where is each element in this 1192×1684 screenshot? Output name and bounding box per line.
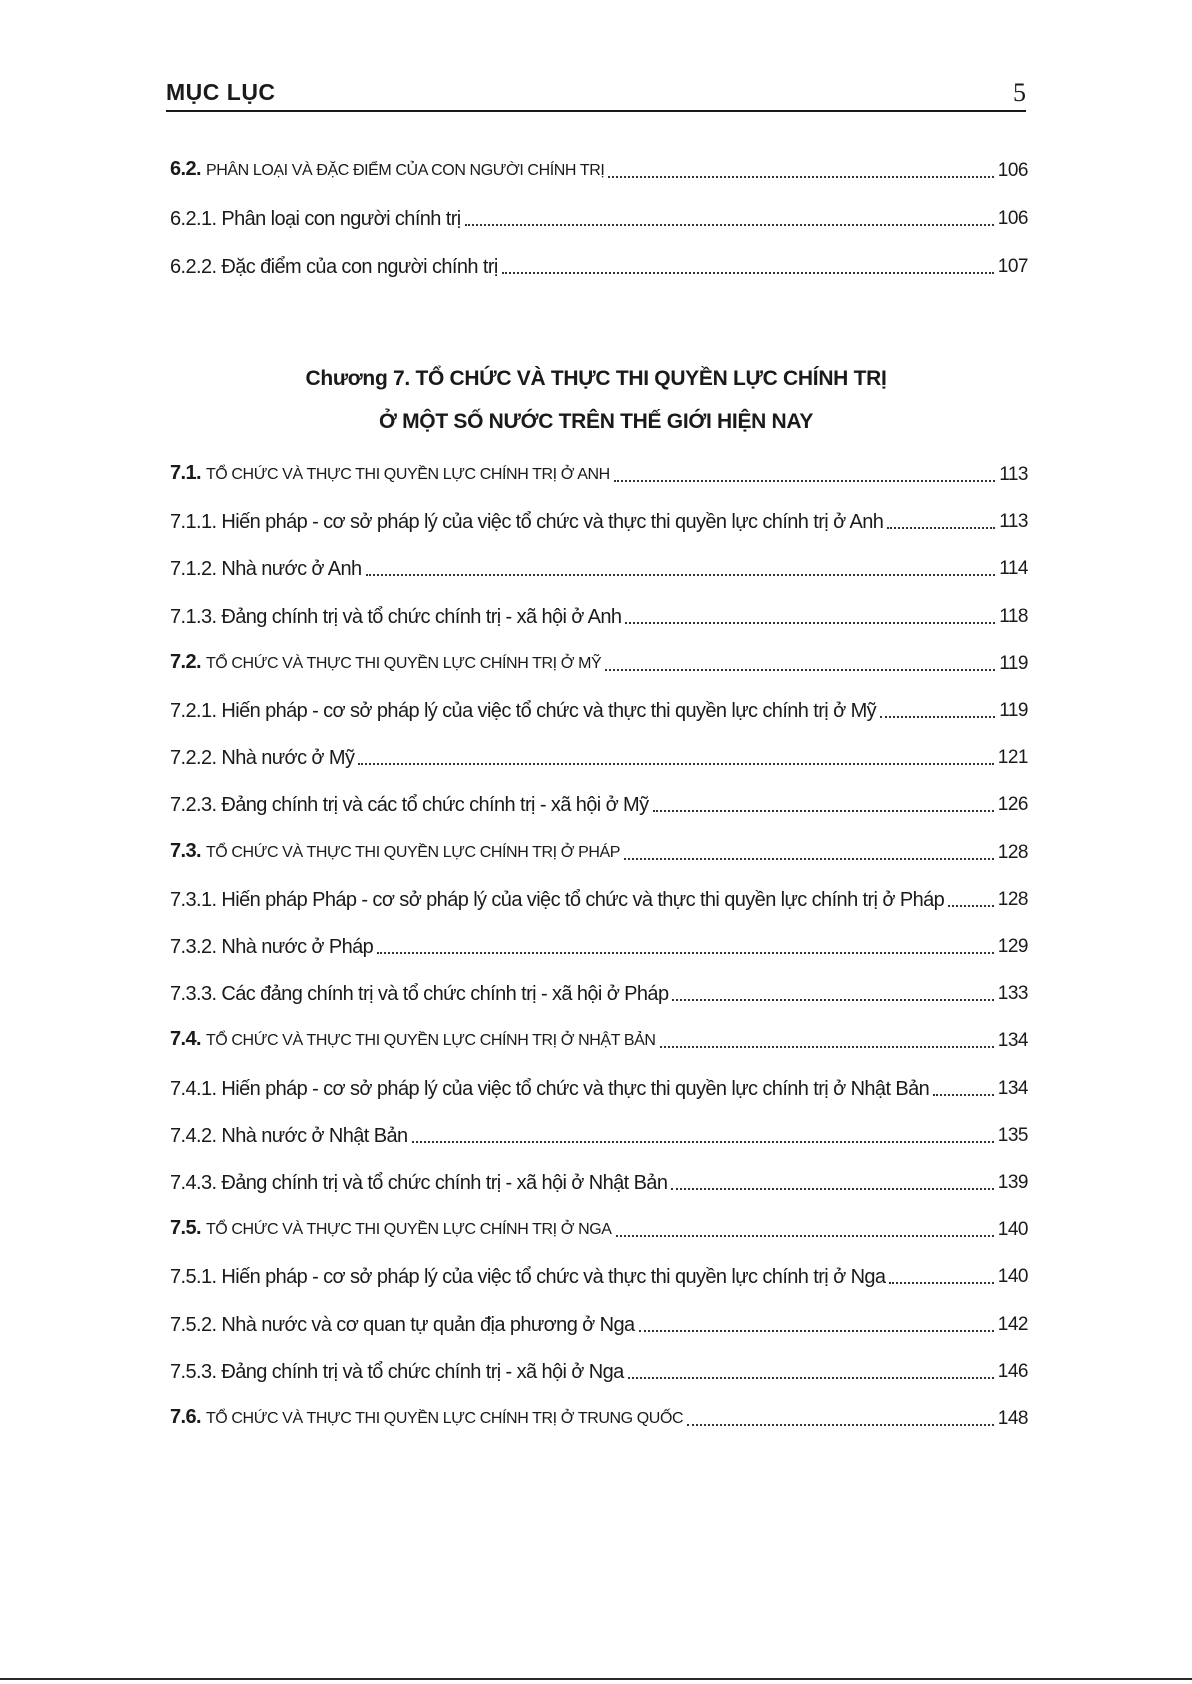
dot-leader <box>671 1188 993 1190</box>
toc-page-number: 146 <box>997 1360 1028 1382</box>
toc-page-number: 128 <box>997 841 1028 863</box>
toc-entry-title: TỔ CHỨC VÀ THỰC THI QUYỀN LỰC CHÍNH TRỊ Ở NGA <box>205 1221 612 1239</box>
toc-page-number: 119 <box>999 700 1028 721</box>
toc-entry-title: 7.4.2. Nhà nước ở Nhật Bản <box>170 1124 408 1147</box>
toc-entry-title: TỔ CHỨC VÀ THỰC THI QUYỀN LỰC CHÍNH TRỊ Ở TRUNG QUỐC <box>205 1410 684 1427</box>
dot-leader <box>887 527 995 529</box>
dot-leader <box>625 622 995 624</box>
toc-entry-label <box>170 1312 635 1338</box>
toc-entry-title: 7.4.1. Hiến pháp - cơ sở pháp lý của việc tổ chức và thực thi quyền lực chính trị ở Nhật Bản <box>170 1077 930 1100</box>
toc-entry-title: 7.2.3. Đảng chính trị và các tổ chức chính trị - xã hội ở Mỹ <box>170 794 649 817</box>
toc-entry-label <box>170 206 461 232</box>
toc-section-number: 7.5. <box>170 1217 201 1240</box>
toc-entry-title: 7.2.1. Hiến pháp - cơ sở pháp lý của việc tổ chức và thực thi quyền lực chính trị ở Mỹ <box>170 700 877 722</box>
dot-leader <box>639 1330 994 1332</box>
toc-page-number: 135 <box>997 1124 1028 1146</box>
toc-page-number: 139 <box>997 1172 1028 1193</box>
dot-leader <box>614 480 995 482</box>
toc-page-number: 107 <box>997 256 1028 277</box>
dot-leader <box>624 858 994 860</box>
dot-leader <box>660 1046 994 1048</box>
toc-page-number: 134 <box>997 1077 1028 1099</box>
toc-page-number: 113 <box>999 511 1028 533</box>
toc-entry-title: 6.2.2. Đặc điểm của con người chính trị <box>170 256 498 278</box>
toc-subsection-entry[interactable] <box>170 694 1028 724</box>
toc-section-entry[interactable] <box>170 1402 1028 1432</box>
toc-entry-label <box>170 1215 612 1243</box>
toc-entry-label <box>170 1026 656 1054</box>
toc-entry-label <box>170 1123 408 1149</box>
toc-page-number: 148 <box>997 1408 1028 1429</box>
dot-leader <box>377 952 994 954</box>
toc-section-number: 7.2. <box>170 650 201 673</box>
toc-subsection-entry[interactable] <box>170 1260 1028 1290</box>
toc-entry-label <box>170 698 876 724</box>
toc-subsection-entry[interactable] <box>170 552 1028 582</box>
toc-entry-title: 7.3.3. Các đảng chính trị và tổ chức chính trị - xã hội ở Pháp <box>170 983 669 1006</box>
toc-entry-title: 7.5.2. Nhà nước và cơ quan tự quản địa phương ở Nga <box>170 1313 635 1336</box>
toc-page-number: 106 <box>997 160 1028 181</box>
toc-entry-title: 7.2.2. Nhà nước ở Mỹ <box>170 747 355 770</box>
toc-entry-title: 7.1.1. Hiến pháp - cơ sở pháp lý của việc tổ chức và thực thi quyền lực chính trị ở Anh <box>170 511 884 534</box>
toc-subsection-entry[interactable] <box>170 505 1028 535</box>
dot-leader <box>889 1282 993 1284</box>
toc-page-number: 113 <box>999 464 1028 485</box>
toc-section-number: 7.1. <box>170 462 201 484</box>
toc-subsection-entry[interactable] <box>170 788 1028 818</box>
toc-subsection-entry[interactable] <box>170 977 1028 1007</box>
toc-entry-title: 7.3.2. Nhà nước ở Pháp <box>170 936 374 958</box>
dot-leader <box>628 1377 994 1379</box>
toc-entry-title: 7.5.1. Hiến pháp - cơ sở pháp lý của việc tổ chức và thực thi quyền lực chính trị ở Nga <box>170 1266 886 1289</box>
toc-page-number: 119 <box>999 652 1028 674</box>
toc-entry-title: TỔ CHỨC VÀ THỰC THI QUYỀN LỰC CHÍNH TRỊ Ở ANH <box>205 466 610 483</box>
toc-section-entry[interactable] <box>170 458 1028 488</box>
toc-entry-title: TỔ CHỨC VÀ THỰC THI QUYỀN LỰC CHÍNH TRỊ Ở MỸ <box>205 654 602 672</box>
toc-entry-label <box>170 254 498 280</box>
toc-subsection-entry[interactable] <box>170 741 1028 771</box>
toc-section-entry[interactable] <box>170 647 1028 677</box>
toc-section-entry[interactable] <box>170 154 1028 184</box>
dot-leader <box>933 1094 994 1096</box>
toc-entry-title: 7.5.3. Đảng chính trị và tổ chức chính trị - xã hội ở Nga <box>170 1360 624 1383</box>
header-title: MỤC LỤC <box>166 79 276 105</box>
dot-leader <box>502 272 994 274</box>
dot-leader <box>608 176 993 178</box>
toc-entry-title: TỔ CHỨC VÀ THỰC THI QUYỀN LỰC CHÍNH TRỊ Ở PHÁP <box>205 843 621 861</box>
toc-page-number: 129 <box>997 936 1028 957</box>
dot-leader <box>605 669 995 671</box>
toc-subsection-entry[interactable] <box>170 1119 1028 1149</box>
dot-leader <box>366 574 996 576</box>
toc-page-number: 121 <box>997 747 1028 769</box>
toc-entry-label <box>170 604 621 630</box>
toc-section-entry[interactable] <box>170 836 1028 866</box>
header-page-number: 5 <box>1013 78 1026 107</box>
toc-page-number: 133 <box>997 983 1028 1005</box>
toc-entry-title: 6.2.1. Phân loại con người chính trị <box>170 208 461 230</box>
toc-entry-title: PHÂN LOẠI VÀ ĐẶC ĐIỂM CỦA CON NGƯỜI CHÍNH TRỊ <box>205 162 605 179</box>
toc-entry-label <box>170 1264 885 1290</box>
toc-entry-label <box>170 745 354 771</box>
toc-entry-title: 7.1.2. Nhà nước ở Anh <box>170 558 362 581</box>
toc-page-number: 142 <box>997 1313 1028 1335</box>
toc-subsection-entry[interactable] <box>170 600 1028 630</box>
toc-section-number: 6.2. <box>170 158 201 180</box>
toc-entry-title: 7.1.3. Đảng chính trị và tổ chức chính trị - xã hội ở Anh <box>170 605 622 628</box>
dot-leader <box>687 1424 994 1426</box>
toc-subsection-entry[interactable] <box>170 883 1028 913</box>
toc-section-number: 7.6. <box>170 1406 201 1428</box>
dot-leader <box>948 905 994 907</box>
toc-page-number: 128 <box>997 888 1028 910</box>
toc-entry-label <box>170 934 373 960</box>
toc-page-number: 134 <box>997 1030 1028 1052</box>
toc-subsection-entry[interactable] <box>170 250 1028 280</box>
toc-entry-label <box>170 792 649 818</box>
toc-subsection-entry[interactable] <box>170 1308 1028 1338</box>
chapter-title-line-1: Chương 7. TỔ CHỨC VÀ THỰC THI QUYỀN LỰC CHÍNH TRỊ <box>305 367 887 390</box>
toc-entry-label <box>170 460 610 488</box>
toc-entry-label <box>170 556 362 582</box>
chapter-title-line-2: Ở MỘT SỐ NƯỚC TRÊN THẾ GIỚI HIỆN NAY <box>378 410 814 433</box>
toc-entry-label <box>170 887 944 913</box>
toc-entry-label <box>170 1076 929 1102</box>
dot-leader <box>672 999 993 1001</box>
toc-page-number: 118 <box>999 605 1028 627</box>
toc-entry-label <box>170 981 668 1007</box>
toc-page-number: 106 <box>997 208 1028 229</box>
toc-entry-title: 7.3.1. Hiến pháp Pháp - cơ sở pháp lý của việc tổ chức và thực thi quyền lực chính trị ở Pháp <box>170 888 945 911</box>
toc-entry-label <box>170 1359 624 1385</box>
toc-section-entry[interactable] <box>170 1213 1028 1243</box>
toc-subsection-entry[interactable] <box>170 202 1028 232</box>
toc-subsection-entry[interactable] <box>170 1072 1028 1102</box>
scan-edge-line <box>0 1678 1192 1680</box>
dot-leader <box>653 810 994 812</box>
dot-leader <box>358 763 993 765</box>
toc-subsection-entry[interactable] <box>170 1166 1028 1196</box>
toc-entry-label <box>170 156 604 184</box>
toc-entry-label <box>170 649 601 677</box>
toc-page-number: 140 <box>997 1219 1028 1241</box>
toc-subsection-entry[interactable] <box>170 930 1028 960</box>
toc-entry-label <box>170 1170 667 1196</box>
toc-entry-title: TỔ CHỨC VÀ THỰC THI QUYỀN LỰC CHÍNH TRỊ Ở NHẬT BẢN <box>205 1032 656 1050</box>
toc-section-entry[interactable] <box>170 1024 1028 1054</box>
toc-page-number: 114 <box>999 558 1028 580</box>
toc-entry-label <box>170 509 883 535</box>
toc-entry-label <box>170 1404 683 1432</box>
toc-entry-label <box>170 838 620 866</box>
dot-leader <box>616 1235 994 1237</box>
toc-page-number: 126 <box>997 794 1028 816</box>
dot-leader <box>880 716 995 718</box>
toc-section-number: 7.3. <box>170 839 201 862</box>
running-header <box>166 76 1026 112</box>
dot-leader <box>465 224 994 226</box>
toc-subsection-entry[interactable] <box>170 1355 1028 1385</box>
toc-section-number: 7.4. <box>170 1028 201 1051</box>
toc-entry-title: 7.4.3. Đảng chính trị và tổ chức chính trị - xã hội ở Nhật Bản <box>170 1172 668 1194</box>
dot-leader <box>412 1141 994 1143</box>
toc-page-number: 140 <box>997 1266 1028 1288</box>
